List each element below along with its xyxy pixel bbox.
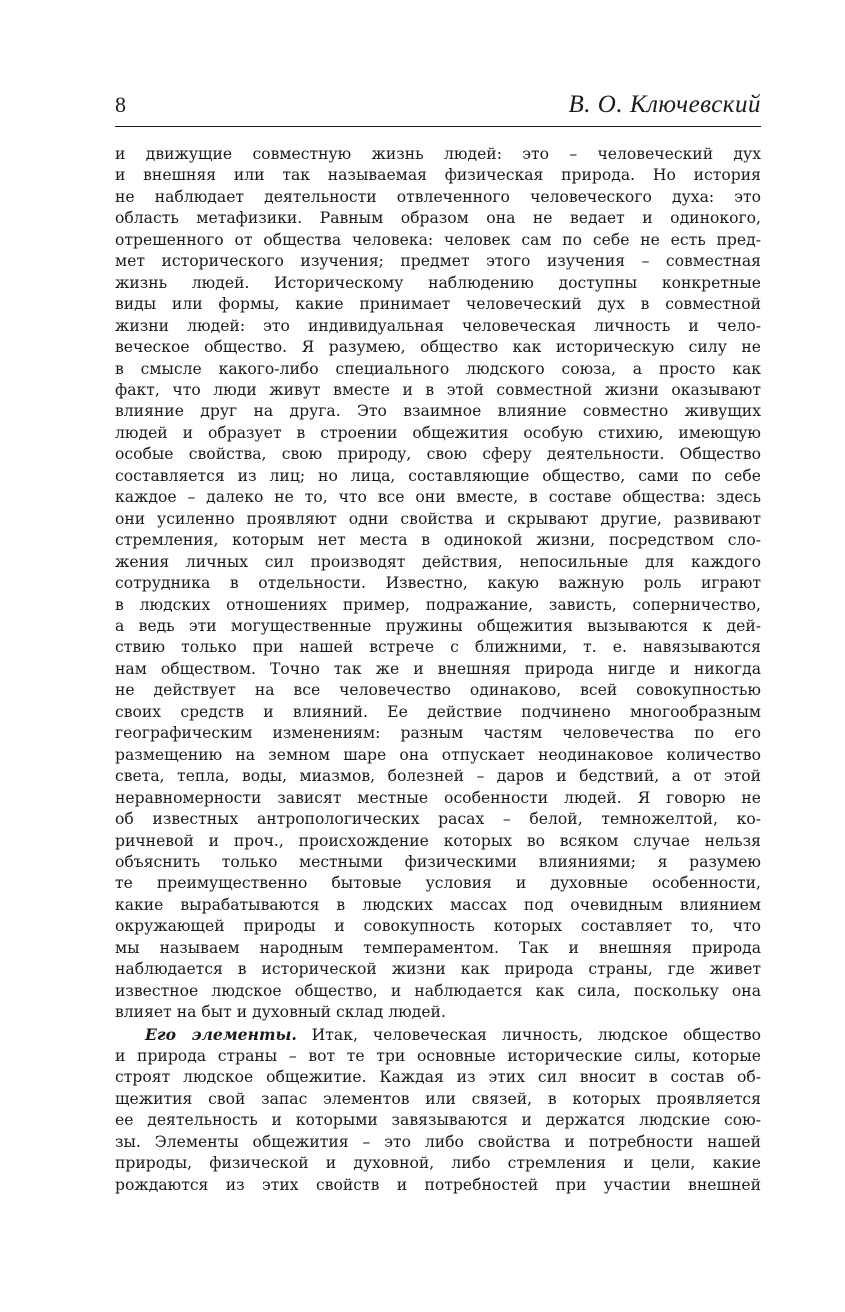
running-head (115, 92, 761, 127)
paragraph-line: в смысле какого-либо специального людского союза, а просто как (115, 359, 761, 378)
paragraph-1 (115, 144, 761, 1024)
paragraph-line: строят людское общежитие. Каждая из этих сил вносит в состав об- (115, 1068, 761, 1087)
paragraph-line: виды или формы, какие принимает человеческий дух в совместной (115, 295, 761, 314)
paragraph-line: факт, что люди живут вместе и в этой совместной жизни оказывают (115, 380, 761, 399)
paragraph-2 (115, 1024, 761, 1197)
paragraph-line: не наблюдает деятельности отвлеченного человеческого духа: это (115, 187, 761, 206)
paragraph-line: наблюдается в исторической жизни как природа страны, где живет (115, 960, 761, 979)
book-page (115, 92, 761, 1196)
paragraph-line: отрешенного от общества человека: человек сам по себе не есть пред- (115, 230, 761, 249)
paragraph-line: природы, физической и духовной, либо стремления и цели, какие (115, 1154, 761, 1173)
paragraph-line: нам обществом. Точно так же и внешняя природа нигде и никогда (115, 659, 761, 678)
paragraph-line: ричневой и проч., происхождение которых во всяком случае нельзя (115, 831, 761, 850)
paragraph-line: и внешняя или так называемая физическая природа. Но история (115, 166, 761, 185)
paragraph-line: каждое – далеко не то, что все они вместе, в составе общества: здесь (115, 488, 761, 507)
paragraph-line: особые свойства, свою природу, свою сферу деятельности. Общество (115, 445, 761, 464)
paragraph-line: жизни людей: это индивидуальная человеческая личность и чело- (115, 316, 761, 335)
paragraph-line: и движущие совместную жизнь людей: это – человеческий дух (115, 145, 761, 163)
first-line-text: Итак, человеческая личность, людское общество (296, 1025, 761, 1044)
paragraph-line: и природа страны – вот те три основные исторические силы, которые (115, 1047, 761, 1066)
paragraph-line: какие вырабатываются в людских массах под очевидным влиянием (115, 895, 761, 914)
body-text (115, 144, 761, 1196)
paragraph-line: составляется из лиц; но лица, составляющие общество, сами по себе (115, 466, 761, 485)
paragraph-line: они усиленно проявляют одни свойства и скрывают другие, развивают (115, 509, 761, 528)
paragraph-line: известное людское общество, и наблюдается как сила, поскольку она (115, 981, 761, 1000)
running-title: В. О. Ключевский (568, 91, 761, 118)
paragraph-line: размещению на земном шаре она отпускает неодинаковое количество (115, 745, 761, 764)
paragraph-line: людей и образует в строении общежития особую стихию, имеющую (115, 423, 761, 442)
paragraph-line: об известных антропологических расах – белой, темножелтой, ко- (115, 810, 761, 829)
paragraph-line: своих средств и влияний. Ее действие подчинено многообразным (115, 702, 761, 721)
paragraph-line: стремления, которым нет места в одинокой жизни, посредством сло- (115, 531, 761, 550)
paragraph-line: влияние друг на друга. Это взаимное влияние совместно живущих (115, 402, 761, 421)
paragraph-line: географическим изменениям: разным частям человечества по его (115, 724, 761, 743)
paragraph-line: рождаются из этих свойств и потребностей при участии внешней (115, 1175, 761, 1194)
paragraph-line: неравномерности зависят местные особенности людей. Я говорю не (115, 788, 761, 807)
paragraph-line: ее деятельность и которыми завязываются и держатся людские сою- (115, 1111, 761, 1130)
paragraph-line: мы называем народным темпераментом. Так и внешняя природа (115, 938, 761, 957)
paragraph-line: щежития свой запас элементов или связей, в которых проявляется (115, 1089, 761, 1108)
run-in-heading: Его элементы. (145, 1024, 297, 1044)
paragraph-line: света, тепла, воды, миазмов, болезней – даров и бедствий, а от этой (115, 767, 761, 786)
paragraph-line: окружающей природы и совокупность которых составляет то, что (115, 917, 761, 936)
paragraph-line (115, 1024, 761, 1046)
paragraph-line: те преимущественно бытовые условия и духовные особенности, (115, 874, 761, 893)
paragraph-line: влияет на быт и духовный склад людей. (115, 1003, 446, 1022)
paragraph-line: а ведь эти могущественные пружины общежития вызываются к дей- (115, 616, 761, 635)
paragraph-line: область метафизики. Равным образом она не ведает и одинокого, (115, 209, 761, 228)
paragraph-line: ствию только при нашей встрече с ближними, т. е. навязываются (115, 638, 761, 657)
paragraph-line: в людских отношениях пример, подражание, зависть, соперничество, (115, 595, 761, 614)
paragraph-line: веческое общество. Я разумею, общество как историческую силу не (115, 338, 761, 357)
paragraph-line: сотрудника в отдельности. Известно, какую важную роль играют (115, 574, 761, 593)
paragraph-line: зы. Элементы общежития – это либо свойства и потребности нашей (115, 1132, 761, 1151)
page-number: 8 (115, 92, 126, 117)
paragraph-line: мет исторического изучения; предмет этого изучения – совместная (115, 252, 761, 271)
paragraph-line: не действует на все человечество одинаково, всей совокупностью (115, 681, 761, 700)
paragraph-line: жизнь людей. Историческому наблюдению доступны конкретные (115, 273, 761, 292)
paragraph-line: жения личных сил производят действия, непосильные для каждого (115, 552, 761, 571)
paragraph-line: объяснить только местными физическими влияниями; я разумею (115, 852, 761, 871)
